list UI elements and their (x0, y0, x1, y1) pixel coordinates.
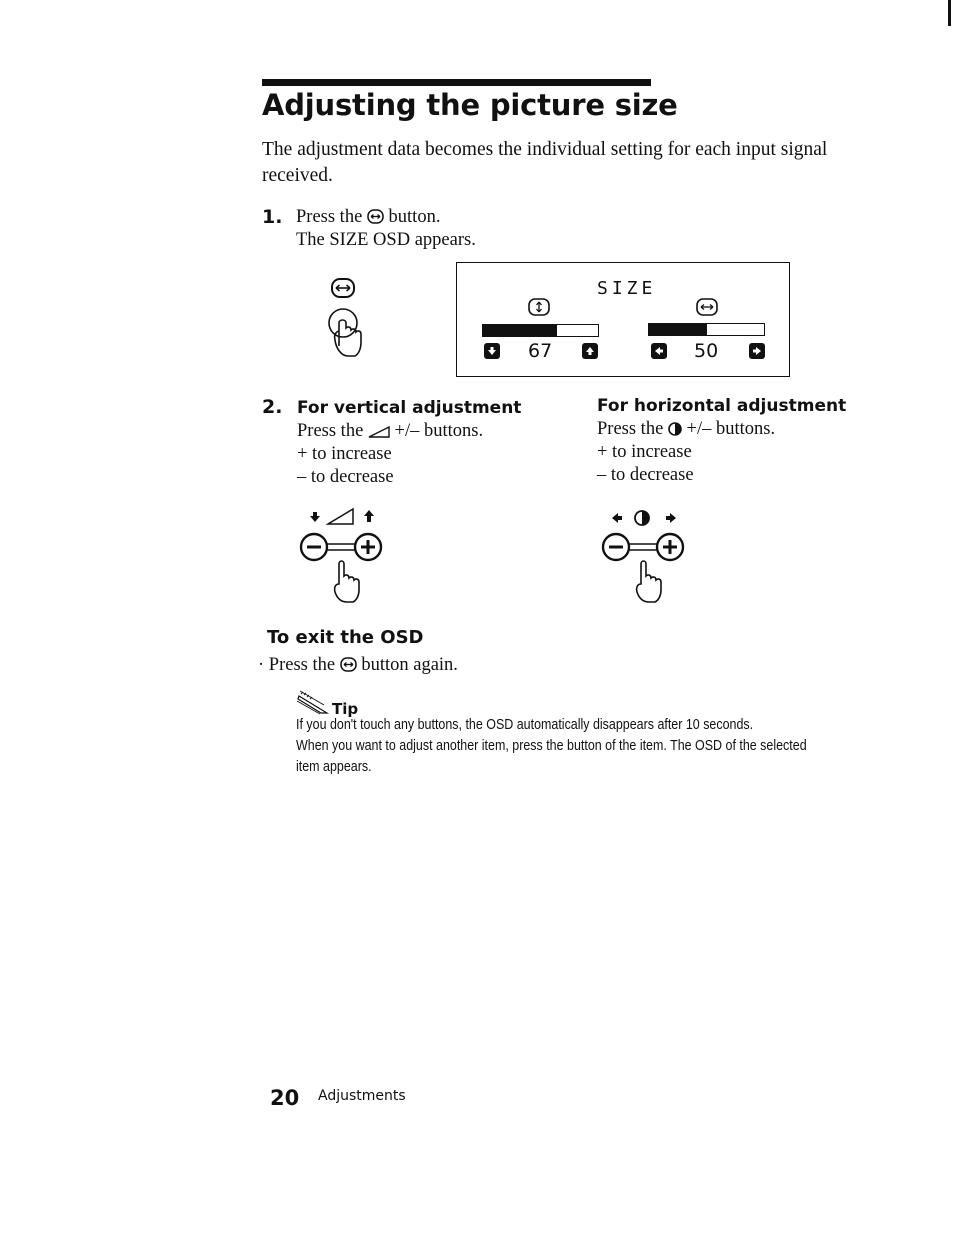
contrast-symbol-icon (635, 511, 649, 525)
horizontal-instruction (597, 418, 775, 443)
vertical-press-text: Press the (297, 421, 364, 441)
arrow-right-icon (666, 513, 676, 523)
vertical-level-fill (483, 325, 557, 336)
horizontal-increase-text: + to increase (597, 442, 692, 462)
vertical-decrease-text: – to decrease (297, 467, 394, 487)
vertical-buttons-text: +/– buttons. (394, 421, 484, 441)
vertical-instruction (297, 420, 483, 445)
step-1-press-text: Press the (296, 207, 363, 227)
vertical-size-symbol-icon (328, 509, 353, 524)
vertical-value: 67 (528, 340, 553, 362)
horizontal-heading: For horizontal adjustment (597, 396, 847, 416)
exit-button-text: button again. (361, 655, 458, 675)
step-2-number: 2. (262, 396, 283, 418)
page-section-label: Adjustments (318, 1088, 406, 1104)
vertical-heading: For vertical adjustment (297, 398, 522, 418)
step-1-line-1 (296, 206, 440, 231)
tip-line-3: item appears. (296, 759, 372, 775)
horizontal-size-icon (696, 298, 718, 321)
tip-line-2: When you want to adjust another item, press the button of the item. The OSD of the selected (296, 738, 807, 754)
plus-button-icon (657, 534, 683, 560)
step-1-button-text: button. (388, 207, 441, 227)
horizontal-decrease-text: – to decrease (597, 465, 694, 485)
page-number: 20 (270, 1086, 300, 1110)
pointing-hand-icon (335, 561, 359, 602)
vertical-size-icon (528, 298, 550, 321)
horizontal-press-text: Press the (597, 419, 664, 439)
vertical-increase-text: + to increase (297, 444, 392, 464)
vertical-control-illustration (298, 506, 390, 609)
vertical-level-bar (482, 324, 599, 337)
size-button-icon (332, 279, 354, 297)
page-title: Adjusting the picture size (262, 88, 678, 122)
decrease-down-icon (484, 343, 500, 364)
increase-up-icon (582, 343, 598, 364)
plus-button-icon (355, 534, 381, 560)
pointing-hand-icon (329, 309, 361, 356)
intro-paragraph: The adjustment data becomes the individual setting for each input signal received. (262, 139, 828, 186)
horizontal-value: 50 (694, 340, 719, 362)
size-button-hand-illustration (324, 276, 374, 371)
horizontal-control-illustration (600, 506, 692, 609)
arrow-left-icon (612, 513, 622, 523)
exit-instruction (258, 654, 458, 679)
horizontal-control-icon (668, 420, 682, 443)
arrow-down-icon (310, 512, 320, 522)
vertical-control-icon (368, 422, 390, 445)
horizontal-buttons-text: +/– buttons. (686, 419, 776, 439)
minus-button-icon (603, 534, 629, 560)
osd-title: SIZE (597, 278, 657, 299)
horizontal-level-bar (648, 323, 765, 336)
decrease-left-icon (651, 343, 667, 364)
step-1-line-2: The SIZE OSD appears. (296, 230, 476, 250)
size-button-icon (340, 656, 357, 679)
horizontal-level-fill (649, 324, 707, 335)
step-1-number: 1. (262, 206, 283, 228)
page-edge-mark (948, 0, 951, 26)
arrow-up-icon (364, 510, 374, 522)
tip-label: Tip (332, 700, 359, 718)
minus-button-icon (301, 534, 327, 560)
tip-line-1: If you don't touch any buttons, the OSD automatically disappears after 10 seconds. (296, 717, 754, 733)
increase-right-icon (749, 343, 765, 364)
exit-heading: To exit the OSD (267, 627, 424, 648)
size-button-icon (367, 208, 384, 231)
exit-press-text: · Press the (258, 655, 336, 675)
title-rule (262, 79, 651, 86)
pointing-hand-icon (637, 561, 661, 602)
